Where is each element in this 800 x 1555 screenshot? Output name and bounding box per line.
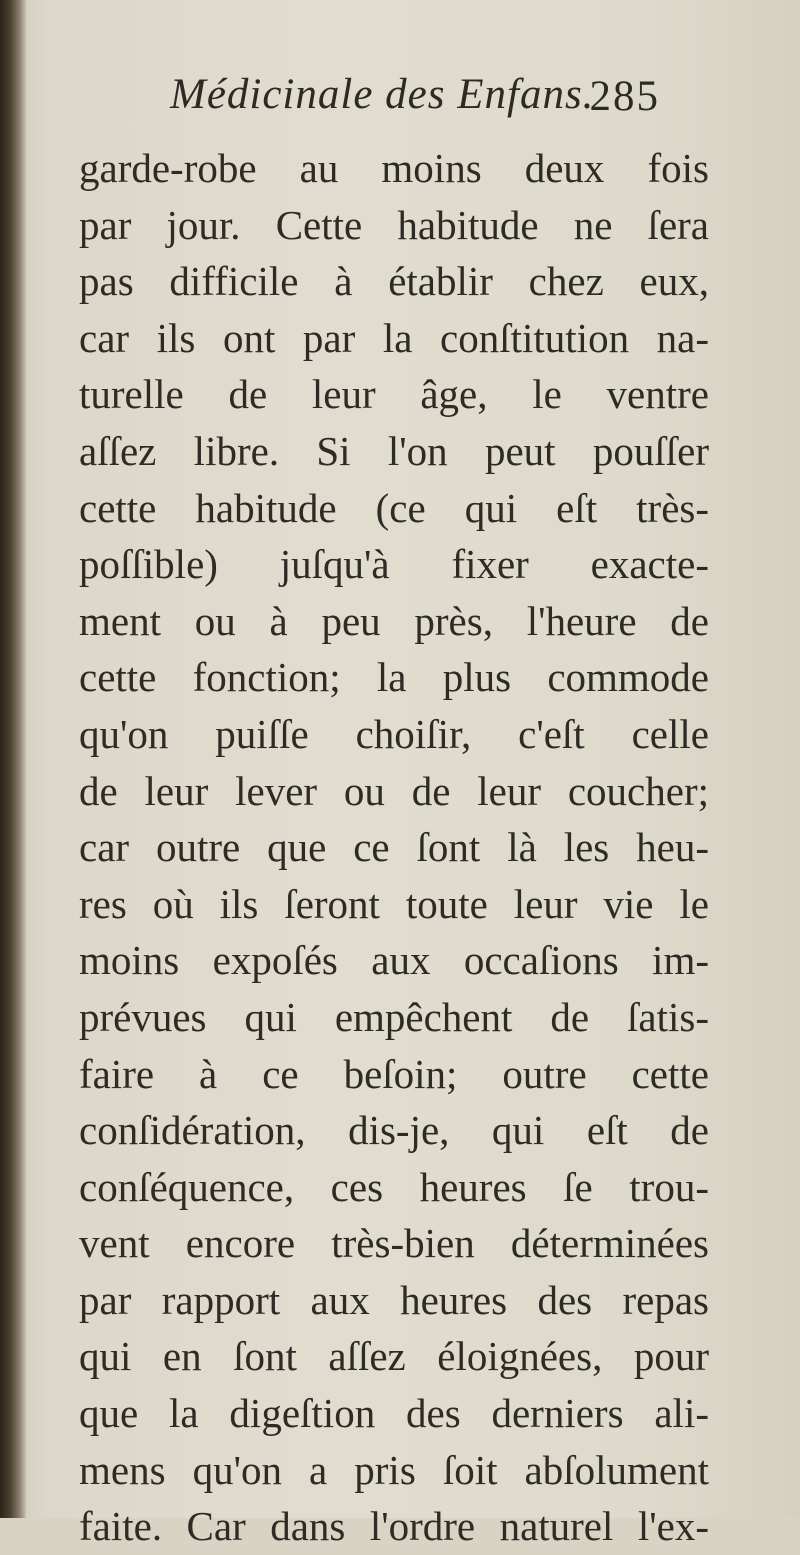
text-line: garde-robe au moins deux fois — [79, 145, 709, 191]
text-line: cette fonction; la plus commode — [79, 654, 709, 701]
text-line: car outre que ce ſont là les heu- — [79, 824, 709, 871]
text-line: qu'on puiſſe choiſir, c'eſt celle — [79, 710, 709, 757]
text-line: faite. Car dans l'ordre naturel l'ex- — [79, 1503, 709, 1550]
text-line: cette habitude (ce qui eſt très- — [79, 484, 709, 531]
text-line: par jour. Cette habitude ne ſera — [79, 201, 709, 248]
book-spine-shadow — [0, 0, 26, 1518]
text-line: conſidération, dis-je, qui eſt de — [79, 1107, 709, 1154]
text-line: vent encore très-bien déterminées — [79, 1220, 709, 1267]
running-title: Médicinale des Enfans. — [170, 71, 595, 118]
text-line: faire à ce beſoin; outre cette — [79, 1050, 709, 1097]
body-text — [79, 140, 709, 1555]
text-line: res où ils ſeront toute leur vie le — [79, 880, 709, 927]
text-line: par rapport aux heures des repas — [79, 1276, 709, 1323]
text-line: moins expoſés aux occaſions im- — [79, 937, 709, 984]
text-line: aſſez libre. Si l'on peut pouſſer — [79, 427, 709, 474]
text-line: turelle de leur âge, le ventre — [79, 371, 709, 418]
page-header — [170, 70, 660, 140]
page-number: 285 — [589, 73, 660, 120]
text-line: conſéquence, ces heures ſe trou- — [79, 1163, 709, 1210]
text-line: que la digeſtion des derniers ali- — [79, 1390, 709, 1437]
text-line: pas difficile à établir chez eux, — [79, 258, 709, 305]
text-line: ment ou à peu près, l'heure de — [79, 597, 709, 644]
text-line: qui en ſont aſſez éloignées, pour — [79, 1333, 709, 1380]
text-line: mens qu'on a pris ſoit abſolument — [79, 1446, 709, 1493]
text-line: prévues qui empêchent de ſatis- — [79, 993, 709, 1040]
text-line: poſſible) juſqu'à fixer exacte- — [79, 541, 709, 588]
text-line: car ils ont par la conſtitution na- — [79, 314, 709, 361]
text-line: de leur lever ou de leur coucher; — [79, 767, 709, 814]
